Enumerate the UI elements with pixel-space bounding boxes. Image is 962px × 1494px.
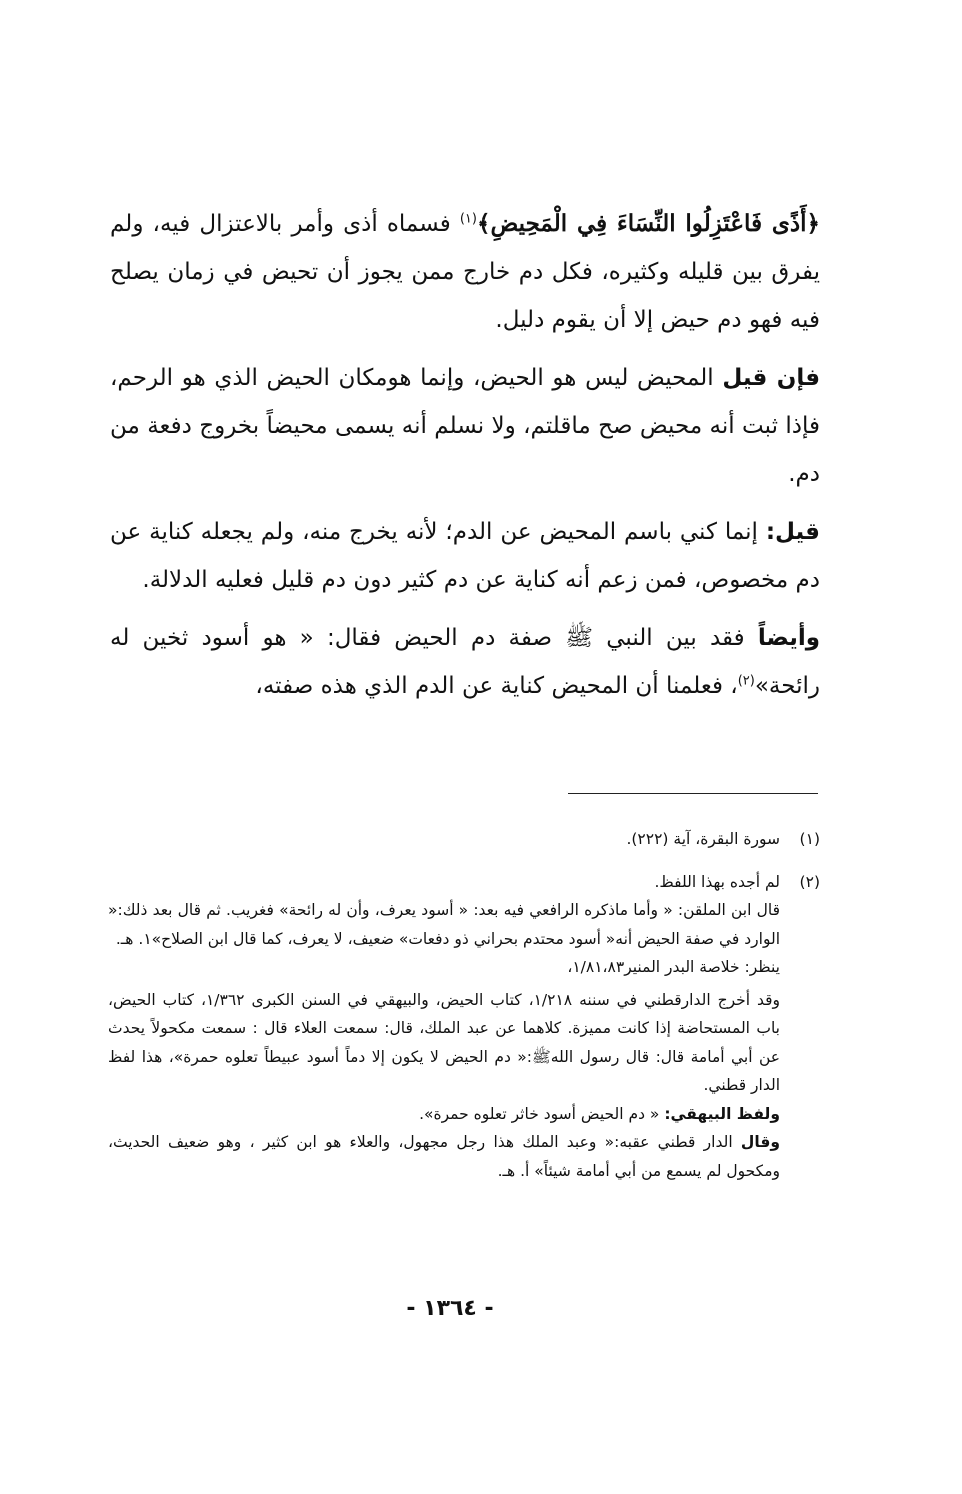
- footnote-1: [108, 825, 820, 854]
- footnote-2-daraqutni-comment: [108, 1128, 780, 1185]
- footnote-2-takhrij: وقد أخرج الدارقطني في سننه ١/٢١٨، كتاب الحيض، والبيهقي في السنن الكبرى ١/٣٦٢، كتاب الحيض، باب المستحاضة إذا كانت مميزة. كلاهما عن عبد الملك، قال: سمعت العلاء قال : سمعت مكحولاً يحدث عن أبي أمامة قال: قال رسول اللهﷺ:« دم الحيض لا يكون إلا دماً أسود عبيطاً تعلوه حمرة»، هذا لفظ الدار قطني.: [108, 990, 781, 1094]
- footnote-2-daraqutni-lead: وقال: [740, 1133, 780, 1151]
- footnote-2-bayhaqi-lead: ولفظ البيهقي:: [664, 1104, 780, 1123]
- footnote-2-daraqutni-text: الدار قطني عقبه:« وعبد الملك هذا رجل مجهول، والعلاء هو ابن كثير ، وهو ضعيف الحديث، ومكحول لم يسمع من أبي أمامة شيئاً» أ. هـ.: [108, 1133, 780, 1180]
- page-number: - ١٣٦٤ -: [406, 1296, 494, 1321]
- paragraph-1-text: فسماه أذى وأمر بالاعتزال فيه، ولم يفرق بين قليله وكثيره، فكل دم خارج ممن يجوز أن تحيض في زمان يصلح فيه فهو دم حيض إلا أن يقوم دليل.: [110, 211, 820, 333]
- paragraph-3-text: إنما كني باسم المحيض عن الدم؛ لأنه يخرج منه، ولم يجعله كناية عن دم مخصوص، فمن زعم أنه كناية عن دم كثير دون دم قليل فعليه الدلالة.: [110, 519, 820, 593]
- footnote-1-number: (١): [799, 830, 820, 848]
- paragraph-4-text-b: ، فعلمنا أن المحيض كناية عن الدم الذي هذه صفته،: [255, 673, 738, 699]
- footnote-2-body: [108, 868, 780, 1186]
- paragraph-4: [110, 614, 820, 710]
- paragraph-2-text: المحيض ليس هو الحيض، وإنما هومكان الحيض الذي هو الرحم، فإذا ثبت أنه محيض صح ماقلتم، ولا نسلم أنه يسمى محيضاً بخروج دفعة من دم.: [110, 365, 820, 487]
- paragraph-2: [110, 354, 820, 498]
- footnote-ref-1[interactable]: (١): [459, 211, 477, 227]
- footnote-ref-2[interactable]: (٢): [737, 673, 755, 689]
- main-text: [110, 200, 820, 720]
- footnotes: [108, 825, 820, 1199]
- paragraph-4-text-a: فقد بين النبي ﷺ صفة دم الحيض فقال: « هو أسود ثخين له رائحة»: [110, 625, 820, 699]
- footnote-2-bayhaqi: [108, 1100, 780, 1129]
- paragraph-3-lead: قيل:: [765, 519, 820, 545]
- footnote-1-text: سورة البقرة، آية (٢٢٢).: [626, 830, 780, 848]
- quran-verse-text: أَذًى فَاعْتَزِلُوا النِّسَاءَ فِي الْمَحِيضِ: [490, 210, 807, 237]
- footnote-2-line-1: لم أجده بهذا اللفظ.: [654, 872, 780, 891]
- paragraph-1: [110, 200, 820, 344]
- footnote-2: [108, 868, 820, 1186]
- footnote-2-bayhaqi-text: « دم الحيض أسود خاثر تعلوه حمرة».: [419, 1104, 660, 1123]
- footnote-2-ibn-mulaqqin-quote: قال ابن الملقن: « وأما ماذكره الرافعي فيه بعد: « أسود يعرف، وأن له رائحة» فغريب. ثم قال بعد ذلك:« الوارد في صفة الحيض أنه« أسود محتدم بحراني ذو دفعات» ضعيف، لا يعرف، كما قال ابن الصلاح»١. هـ.: [108, 901, 780, 948]
- quran-verse: ﴿أَذًى فَاعْتَزِلُوا النِّسَاءَ فِي الْمَحِيضِ﴾: [476, 210, 820, 237]
- paragraph-2-lead: فإن قيل: [722, 365, 821, 391]
- footnote-2-reference: ينظر: خلاصة البدر المنير١/٨١،٨٣،: [567, 958, 780, 976]
- paragraph-3: [110, 508, 820, 604]
- footnote-separator: [568, 793, 818, 794]
- paragraph-4-lead: وأيضاً: [757, 625, 821, 651]
- footnote-2-number: (٢): [799, 872, 820, 891]
